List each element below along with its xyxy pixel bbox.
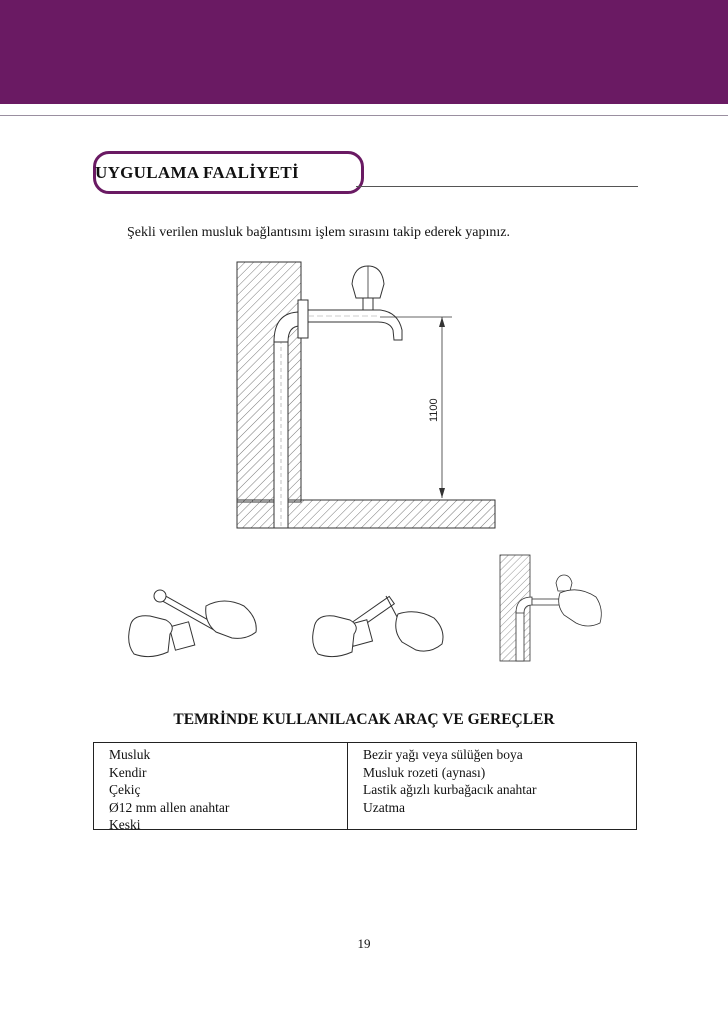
material-item: Keski xyxy=(109,817,141,832)
page-number: 19 xyxy=(357,936,371,951)
material-item: Uzatma xyxy=(363,799,405,815)
material-item: Ø12 mm allen anahtar xyxy=(109,799,230,815)
step-drawing-wrench xyxy=(120,582,265,662)
material-item: Bezir yağı veya sülüğen boya xyxy=(363,747,523,762)
top-color-band xyxy=(0,0,728,104)
materials-table xyxy=(93,742,637,830)
faucet-installation-drawing xyxy=(230,260,500,535)
instruction-text: Şekli verilen musluk bağlantısını işlem sırasını takip ederek yapınız. xyxy=(127,225,510,240)
step-drawing-mounting xyxy=(496,553,606,663)
materials-left-column xyxy=(94,743,348,832)
material-item: Çekiç xyxy=(109,782,141,797)
heading-rule xyxy=(356,186,638,187)
materials-title: TEMRİNDE KULLANILACAK ARAÇ VE GEREÇLER xyxy=(173,711,555,728)
top-rule xyxy=(0,104,728,116)
dimension-label: 1100 xyxy=(428,398,440,422)
material-item: Kendir xyxy=(109,764,147,780)
materials-right-column xyxy=(348,743,636,829)
step-drawing-taping xyxy=(306,582,451,662)
material-item: Musluk rozeti (aynası) xyxy=(363,764,486,780)
material-item: Musluk xyxy=(109,747,151,762)
material-item: Lastik ağızlı kurbağacık anahtar xyxy=(363,782,537,797)
page-heading: UYGULAMA FAALİYETİ xyxy=(95,163,299,182)
